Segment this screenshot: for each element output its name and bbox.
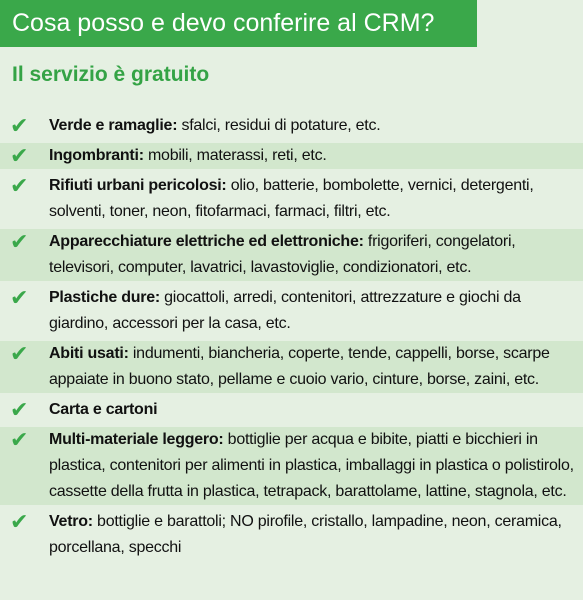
item-description: sfalci, residui di potature, etc. [177, 117, 381, 134]
checkmark-icon: ✔ [10, 397, 29, 422]
item-name: Apparecchiature elettriche ed elettroniche: [49, 233, 364, 250]
checkmark-icon: ✔ [10, 285, 29, 310]
item-name: Ingombranti: [49, 147, 144, 164]
item-name: Carta e cartoni [49, 401, 158, 418]
item-description: olio, batterie, bombolette, vernici, detergenti, solventi, toner, neon, fitofarmaci, farmaci, filtri, etc. [49, 177, 534, 220]
item-description: mobili, materassi, reti, etc. [143, 147, 327, 164]
checkmark-icon: ✔ [10, 509, 29, 534]
list-item-multimateriale [0, 427, 583, 505]
list-item-verde [0, 113, 583, 139]
item-name: Abiti usati: [49, 345, 129, 362]
checkmark-icon: ✔ [10, 173, 29, 198]
page-subtitle: Il servizio è gratuito [12, 63, 210, 86]
page-title: Cosa posso e devo conferire al CRM? [12, 9, 435, 37]
list-item-raee [0, 229, 583, 281]
checkmark-icon: ✔ [10, 341, 29, 366]
waste-list [0, 113, 583, 561]
item-name: Verde e ramaglie: [49, 117, 178, 134]
checkmark-icon: ✔ [10, 143, 29, 168]
list-item-plastiche-dure [0, 285, 583, 337]
list-item-carta [0, 397, 583, 423]
item-description: bottiglie e barattoli; NO pirofile, cristallo, lampadine, neon, ceramica, porcellana, specchi [49, 513, 562, 556]
list-item-rifiuti-pericolosi [0, 173, 583, 225]
checkmark-icon: ✔ [10, 427, 29, 452]
list-item-abiti-usati [0, 341, 583, 393]
list-item-ingombranti [0, 143, 583, 169]
checkmark-icon: ✔ [10, 113, 29, 138]
item-name: Plastiche dure: [49, 289, 160, 306]
list-item-vetro [0, 509, 583, 561]
checkmark-icon: ✔ [10, 229, 29, 254]
item-description: bottiglie per acqua e bibite, piatti e bicchieri in plastica, contenitori per alimenti in plastica, imballaggi in plastica o polistirolo, cassette della frutta in plastica, tetrapack, barattolame, lattine, stagnola, etc. [49, 431, 574, 500]
item-name: Vetro: [49, 513, 93, 530]
item-name: Rifiuti urbani pericolosi: [49, 177, 227, 194]
item-description: frigoriferi, congelatori, televisori, computer, lavatrici, lavastoviglie, condizionatori, etc. [49, 233, 516, 276]
item-name: Multi-materiale leggero: [49, 431, 224, 448]
item-description: giocattoli, arredi, contenitori, attrezzature e giochi da giardino, accessori per la casa, etc. [49, 289, 521, 332]
item-description: indumenti, biancheria, coperte, tende, cappelli, borse, scarpe appaiate in buono stato, pellame e cuoio vario, cinture, borse, zaini, etc. [49, 345, 550, 388]
title-banner [0, 0, 477, 47]
